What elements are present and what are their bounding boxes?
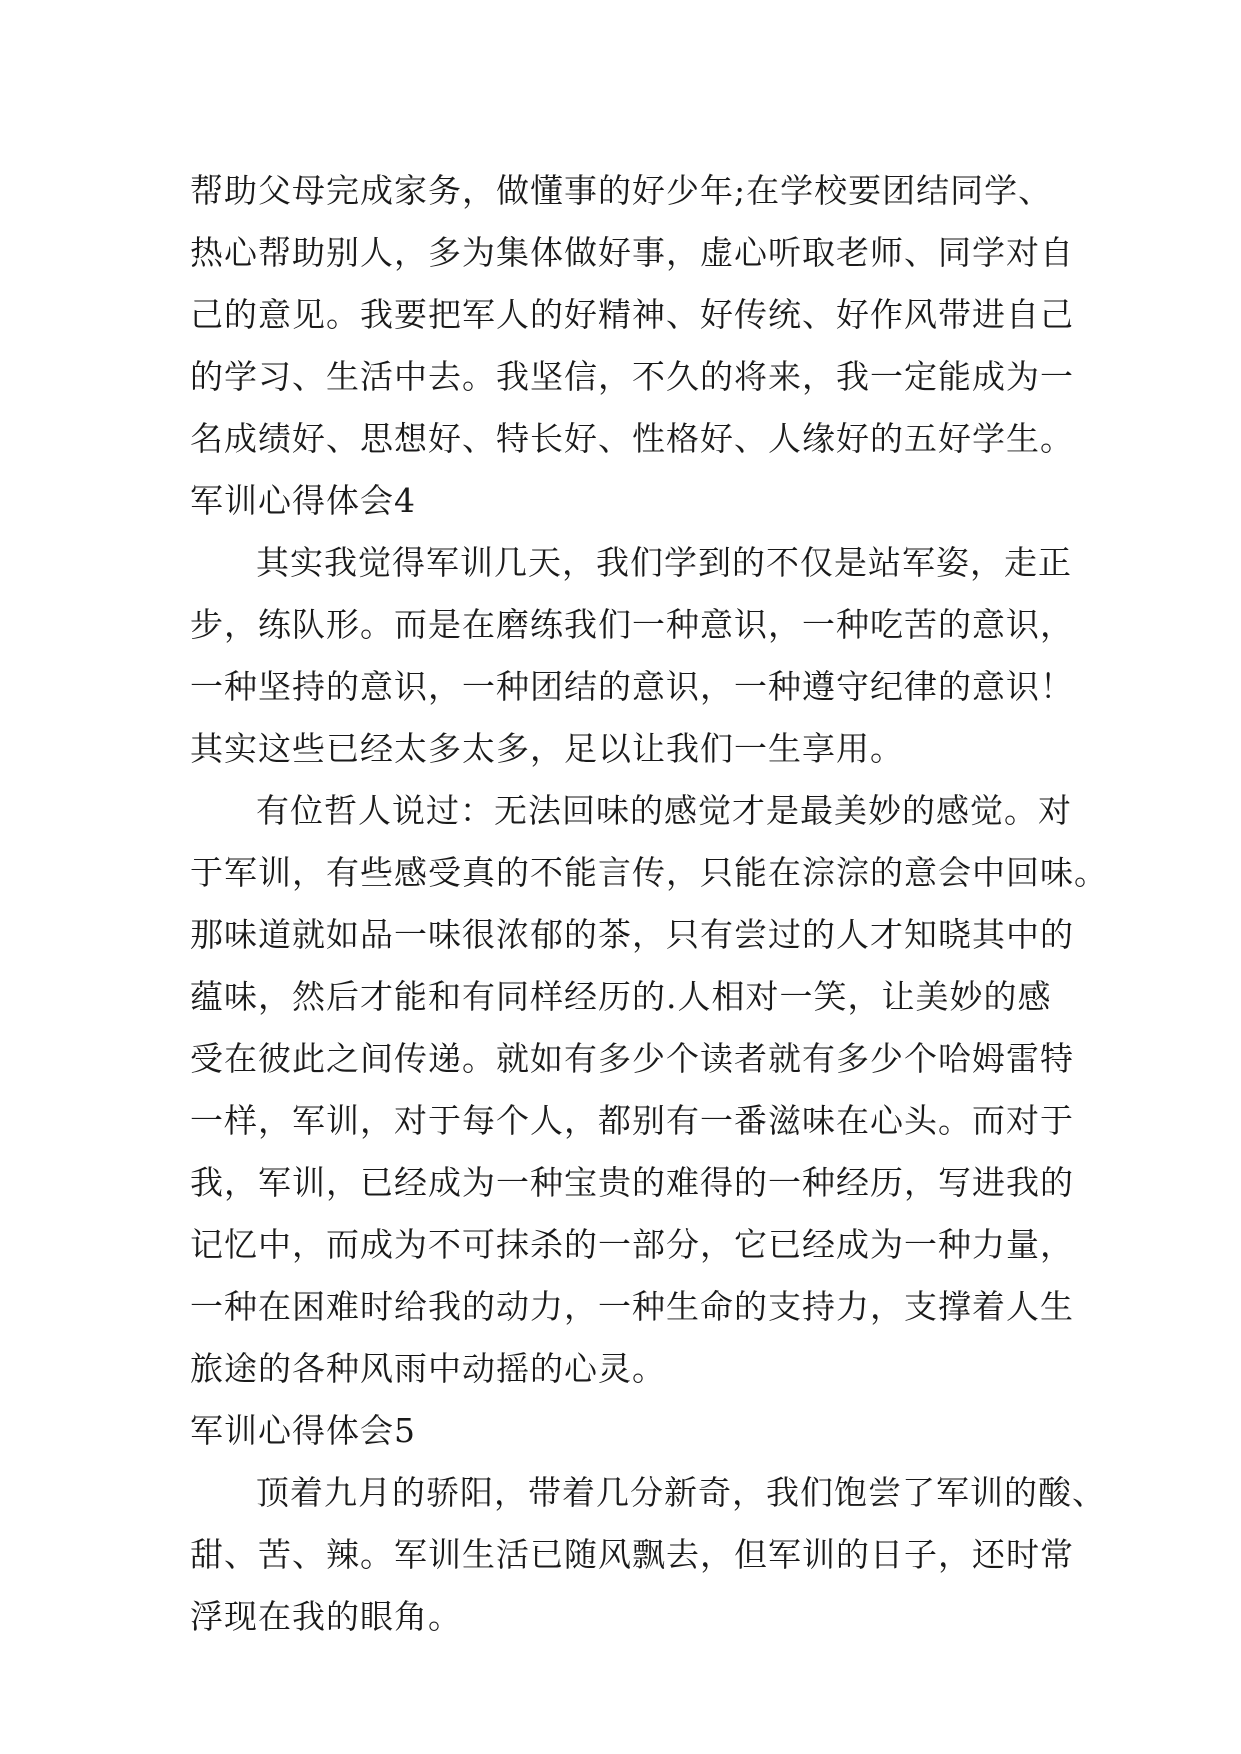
text-line: 名成绩好、思想好、特长好、性格好、人缘好的五好学生。	[190, 419, 1074, 458]
text-line: 其实这些已经太多太多，足以让我们一生享用。	[190, 729, 904, 768]
text-line: 帮助父母完成家务，做懂事的好少年;在学校要团结同学、	[190, 171, 1053, 210]
section-heading: 军训心得体会5	[190, 1411, 416, 1450]
section-heading: 军训心得体会4	[190, 481, 416, 520]
text-line: 己的意见。我要把军人的好精神、好传统、好作风带进自己	[190, 295, 1074, 334]
text-line: 旅途的各种风雨中动摇的心灵。	[190, 1349, 666, 1388]
text-line: 记忆中，而成为不可抹杀的一部分，它已经成为一种力量，	[190, 1225, 1074, 1264]
document-body	[190, 160, 1108, 1648]
text-line: 顶着九月的骄阳，带着几分新奇，我们饱尝了军训的酸、	[256, 1473, 1106, 1512]
text-line: 热心帮助别人，多为集体做好事，虚心听取老师、同学对自	[190, 233, 1074, 272]
text-line: 蕴味，然后才能和有同样经历的.人相对一笑，让美妙的感	[190, 977, 1052, 1016]
text-line: 一种在困难时给我的动力，一种生命的支持力，支撑着人生	[190, 1287, 1074, 1326]
text-line: 其实我觉得军训几天，我们学到的不仅是站军姿，走正	[256, 543, 1072, 582]
text-line: 一样，军训，对于每个人，都别有一番滋味在心头。而对于	[190, 1101, 1074, 1140]
text-line: 于军训，有些感受真的不能言传，只能在淙淙的意会中回味。	[190, 853, 1108, 892]
text-line: 受在彼此之间传递。就如有多少个读者就有多少个哈姆雷特	[190, 1039, 1074, 1078]
text-line: 有位哲人说过：无法回味的感觉才是最美妙的感觉。对	[256, 791, 1072, 830]
text-line: 的学习、生活中去。我坚信，不久的将来，我一定能成为一	[190, 357, 1074, 396]
text-line: 甜、苦、辣。军训生活已随风飘去，但军训的日子，还时常	[190, 1535, 1074, 1574]
text-line: 步，练队形。而是在磨练我们一种意识，一种吃苦的意识，	[190, 605, 1074, 644]
text-line: 那味道就如品一味很浓郁的茶，只有尝过的人才知晓其中的	[190, 915, 1074, 954]
text-line: 一种坚持的意识，一种团结的意识，一种遵守纪律的意识！	[190, 667, 1074, 706]
text-line: 我，军训，已经成为一种宝贵的难得的一种经历，写进我的	[190, 1163, 1074, 1202]
text-line: 浮现在我的眼角。	[190, 1597, 462, 1636]
